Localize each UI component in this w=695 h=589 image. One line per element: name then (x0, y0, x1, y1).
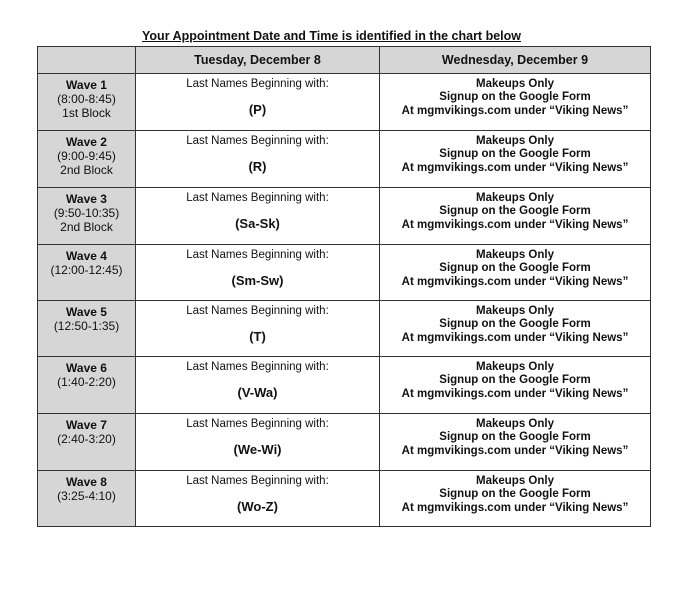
last-name-prefix-label: Last Names Beginning with: (186, 418, 329, 430)
wave-name: Wave 8 (66, 475, 107, 489)
last-name-range: (T) (249, 329, 266, 344)
wave-cell (38, 245, 136, 301)
last-name-prefix-label: Last Names Beginning with: (186, 249, 329, 261)
table-header-row (38, 47, 651, 74)
makeup-info-line: Makeups Only (476, 249, 554, 261)
makeup-info-line: Makeups Only (476, 361, 554, 373)
last-name-range: (Wo-Z) (237, 499, 278, 514)
makeup-info-line: Signup on the Google Form (439, 262, 591, 275)
wave-time: (9:00-9:45) (57, 149, 116, 163)
last-name-prefix-label: Last Names Beginning with: (186, 192, 329, 204)
makeup-info-line: Signup on the Google Form (439, 91, 591, 104)
wednesday-cell (380, 414, 651, 471)
wave-cell (38, 301, 136, 357)
makeup-info-line: Signup on the Google Form (439, 205, 591, 218)
makeup-info-line: Signup on the Google Form (439, 488, 591, 501)
wave-time: (1:40-2:20) (57, 375, 116, 389)
makeup-info-line: At mgmvikings.com under “Viking News” (401, 104, 629, 117)
wave-name: Wave 6 (66, 361, 107, 375)
wednesday-cell (380, 471, 651, 527)
wave-name: Wave 3 (66, 192, 107, 206)
makeup-info-line: Makeups Only (476, 305, 554, 317)
table-row (38, 74, 651, 131)
last-name-prefix-label: Last Names Beginning with: (186, 361, 329, 373)
makeup-info-line: Signup on the Google Form (439, 431, 591, 444)
last-name-range: (V-Wa) (237, 385, 278, 400)
last-name-prefix-label: Last Names Beginning with: (186, 135, 329, 147)
appointment-schedule-table (37, 46, 651, 527)
wave-cell (38, 414, 136, 471)
last-name-range: (P) (248, 102, 267, 117)
makeup-info-line: Makeups Only (476, 135, 554, 147)
wave-time: (8:00-8:45) (57, 92, 116, 106)
last-name-range: (Sm-Sw) (231, 273, 284, 288)
makeup-info-line: At mgmvikings.com under “Viking News” (401, 444, 629, 457)
makeup-info-line: Signup on the Google Form (439, 318, 591, 331)
wave-cell (38, 188, 136, 245)
makeup-info-line: At mgmvikings.com under “Viking News” (401, 501, 629, 514)
makeup-info-line: At mgmvikings.com under “Viking News” (401, 275, 629, 288)
makeup-info-line: At mgmvikings.com under “Viking News” (401, 218, 629, 231)
wave-time: (12:50-1:35) (53, 319, 120, 333)
wednesday-cell (380, 74, 651, 131)
wave-cell (38, 357, 136, 414)
last-name-range: (R) (248, 159, 267, 174)
wednesday-cell (380, 357, 651, 414)
page-title: Your Appointment Date and Time is identified in the chart below (142, 29, 521, 43)
header-wave (38, 47, 136, 74)
wednesday-cell (380, 245, 651, 301)
wave-block: 2nd Block (60, 163, 113, 177)
makeup-info-line: Makeups Only (476, 192, 554, 204)
table-row (38, 245, 651, 301)
tuesday-cell (136, 357, 380, 414)
makeup-info-line: Makeups Only (476, 475, 554, 487)
tuesday-cell (136, 245, 380, 301)
wednesday-cell (380, 188, 651, 245)
table-row (38, 188, 651, 245)
table-row (38, 471, 651, 527)
last-name-prefix-label: Last Names Beginning with: (186, 78, 329, 90)
wave-name: Wave 2 (66, 135, 107, 149)
wave-cell (38, 471, 136, 527)
makeup-info-line: At mgmvikings.com under “Viking News” (401, 331, 629, 344)
wave-name: Wave 5 (66, 305, 107, 319)
makeup-info-line: Signup on the Google Form (439, 148, 591, 161)
makeup-info-line: Makeups Only (476, 78, 554, 90)
tuesday-cell (136, 74, 380, 131)
makeup-info-line: Makeups Only (476, 418, 554, 430)
last-name-range: (We-Wi) (233, 442, 282, 457)
last-name-prefix-label: Last Names Beginning with: (186, 305, 329, 317)
wave-name: Wave 1 (66, 78, 107, 92)
wednesday-cell (380, 131, 651, 188)
wave-time: (9:50-10:35) (53, 206, 120, 220)
table-row (38, 357, 651, 414)
wave-name: Wave 4 (66, 249, 107, 263)
tuesday-cell (136, 471, 380, 527)
wave-name: Wave 7 (66, 418, 107, 432)
last-name-range: (Sa-Sk) (235, 216, 280, 231)
tuesday-cell (136, 131, 380, 188)
last-name-prefix-label: Last Names Beginning with: (186, 475, 329, 487)
table-row (38, 131, 651, 188)
wave-time: (12:00-12:45) (50, 263, 123, 277)
wave-cell (38, 74, 136, 131)
table-row (38, 301, 651, 357)
tuesday-cell (136, 414, 380, 471)
makeup-info-line: Signup on the Google Form (439, 374, 591, 387)
wave-block: 2nd Block (60, 220, 113, 234)
makeup-info-line: At mgmvikings.com under “Viking News” (401, 387, 629, 400)
wave-time: (2:40-3:20) (57, 432, 116, 446)
wave-block: 1st Block (62, 106, 111, 120)
wednesday-cell (380, 301, 651, 357)
tuesday-cell (136, 188, 380, 245)
wave-cell (38, 131, 136, 188)
header-tuesday: Tuesday, December 8 (136, 47, 380, 74)
wave-time: (3:25-4:10) (57, 489, 116, 503)
tuesday-cell (136, 301, 380, 357)
table-row (38, 414, 651, 471)
header-wednesday: Wednesday, December 9 (380, 47, 651, 74)
makeup-info-line: At mgmvikings.com under “Viking News” (401, 161, 629, 174)
